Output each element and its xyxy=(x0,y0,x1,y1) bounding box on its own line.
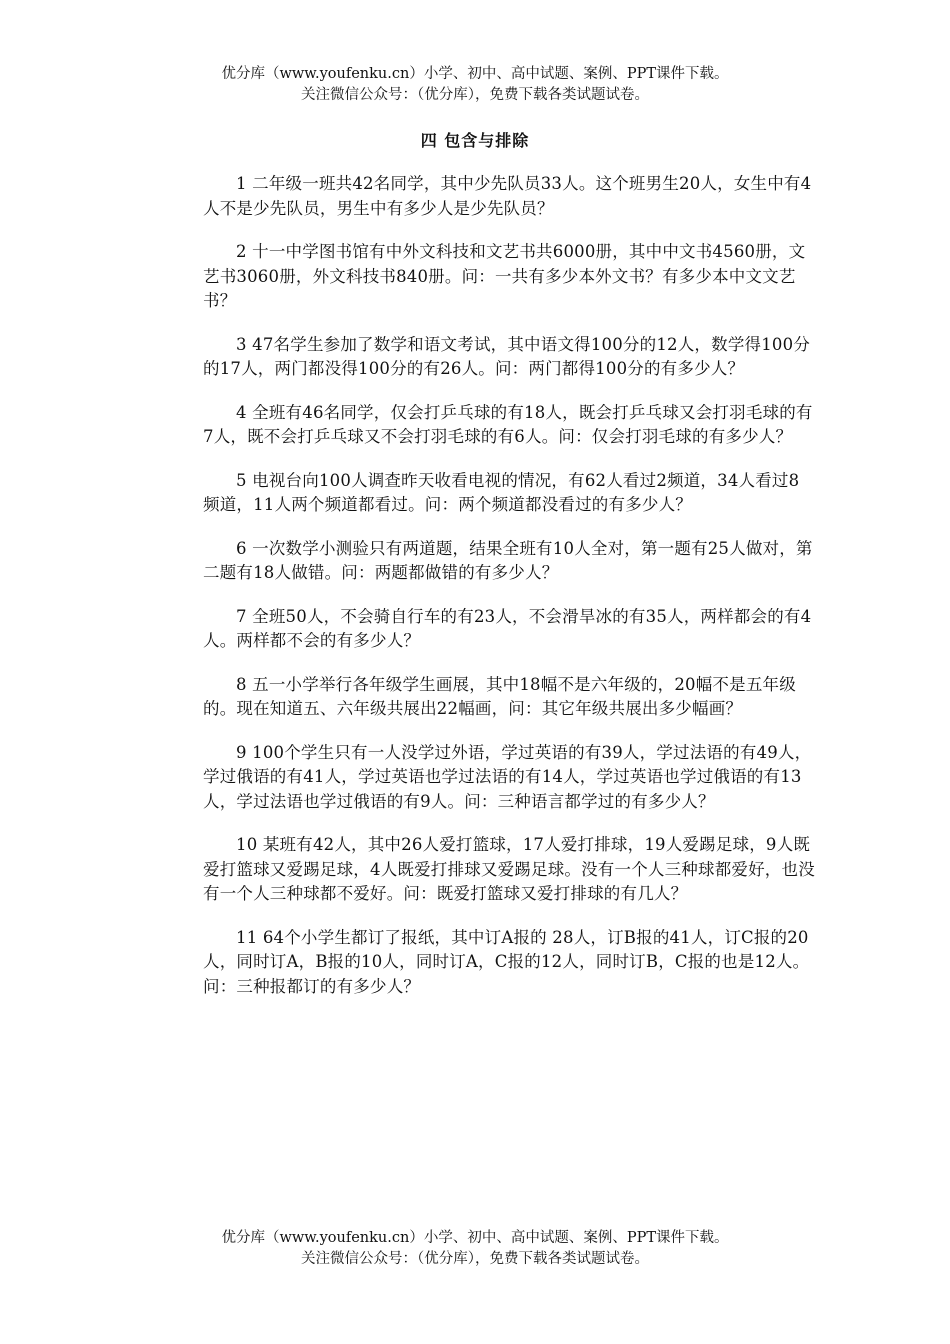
question-11: 11 64个小学生都订了报纸，其中订A报的 28人，订B报的41人，订C报的20人，同时订A，B报的10人，同时订A，C报的12人，同时订B，C报的也是12人。问：三种报都订的有多少人？ xyxy=(203,927,810,996)
question-4: 4 全班有46名同学，仅会打乒乓球的有18人，既会打乒乓球又会打羽毛球的有7人，既不会打乒乓球又不会打羽毛球的有6人。问：仅会打羽毛球的有多少人？ xyxy=(203,402,813,446)
question-2: 2 十一中学图书馆有中外文科技和文艺书共6000册，其中中文书4560册，文艺书3060册，外文科技书840册。问：一共有多少本外文书？有多少本中文文艺书？ xyxy=(203,242,806,310)
footer-line-2: 关注微信公众号：（优分库），免费下载各类试题试卷。 xyxy=(301,1251,649,1267)
question-5: 5 电视台向100人调查昨天收看电视的情况，有62人看过2频道，34人看过8频道，11人两个频道都看过。问：两个频道都没看过的有多少人？ xyxy=(203,470,800,514)
question-1: 1 二年级一班共42名同学，其中少先队员33人。这个班男生20人，女生中有4人不是少先队员，男生中有多少人是少先队员？ xyxy=(203,174,812,218)
section-title: 四 包含与排除 xyxy=(420,131,530,150)
page-footer xyxy=(0,1228,950,1270)
question-7: 7 全班50人，不会骑自行车的有23人，不会滑旱冰的有35人，两样都会的有4人。两样都不会的有多少人？ xyxy=(203,606,812,650)
question-10: 10 某班有42人，其中26人爱打篮球，17人爱打排球，19人爱踢足球，9人既爱打篮球又爱踢足球，4人既爱打排球又爱踢足球。没有一个人三种球都爱好，也没有一个人三种球都不爱好。问：既爱打篮球又爱打排球的有几人？ xyxy=(203,835,815,903)
question-6: 6 一次数学小测验只有两道题，结果全班有10人全对，第一题有25人做对，第二题有18人做错。问：两题都做错的有多少人？ xyxy=(203,538,813,582)
header-line-2: 关注微信公众号：（优分库），免费下载各类试题试卷。 xyxy=(301,87,649,103)
header-line-1: 优分库（www.youfenku.cn）小学、初中、高中试题、案例、PPT课件下载。 xyxy=(221,66,729,82)
question-list xyxy=(203,172,815,1018)
question-8: 8 五一小学举行各年级学生画展，其中18幅不是六年级的，20幅不是五年级的。现在知道五、六年级共展出22幅画，问：其它年级共展出多少幅画？ xyxy=(203,674,796,718)
question-9: 9 100个学生只有一人没学过外语，学过英语的有39人，学过法语的有49人，学过俄语的有41人，学过英语也学过法语的有14人，学过英语也学过俄语的有13人，学过法语也学过俄语的有9人。问：三种语言都学过的有多少人？ xyxy=(203,742,812,811)
footer-line-1: 优分库（www.youfenku.cn）小学、初中、高中试题、案例、PPT课件下载。 xyxy=(221,1230,729,1246)
question-3: 3 47名学生参加了数学和语文考试，其中语文得100分的12人，数学得100分的17人，两门都没得100分的有26人。问：两门都得100分的有多少人？ xyxy=(203,334,811,378)
page-header xyxy=(0,64,950,106)
